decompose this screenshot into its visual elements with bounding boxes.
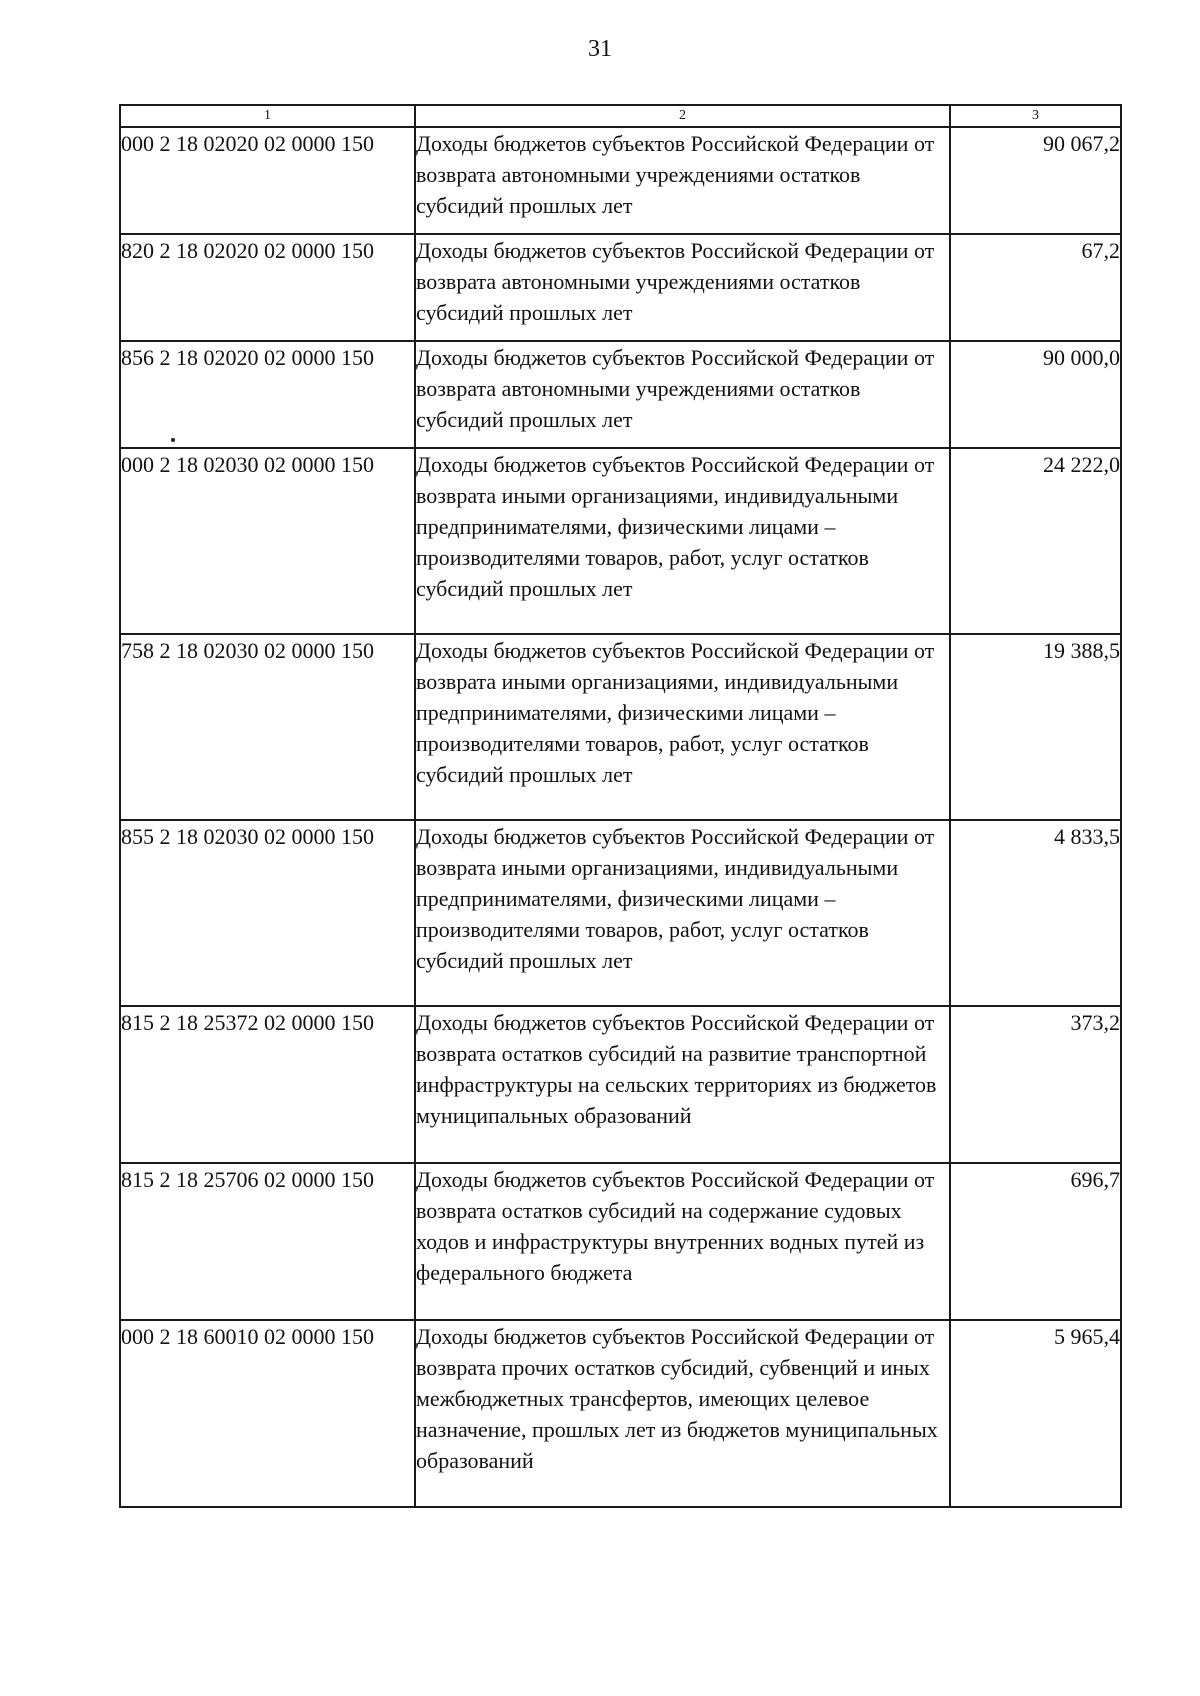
row-code: 758 2 18 02030 02 0000 150 (120, 634, 415, 820)
row-amount: 24 222,0 (950, 448, 1121, 634)
row-amount: 90 000,0 (950, 341, 1121, 448)
row-amount: 373,2 (950, 1006, 1121, 1163)
row-description: Доходы бюджетов субъектов Российской Федерации от возврата иными организациями, индивидуальными предпринимателями, физическими лицами – производителями товаров, работ, услуг остатков субсидий прошлых лет (415, 448, 950, 634)
table-row (120, 634, 1121, 820)
row-code: 855 2 18 02030 02 0000 150 (120, 820, 415, 1006)
row-code: 856 2 18 02020 02 0000 150 (120, 341, 415, 448)
table-header-row (120, 105, 1121, 127)
table-row (120, 234, 1121, 341)
row-description: Доходы бюджетов субъектов Российской Федерации от возврата остатков субсидий на содержание судовых ходов и инфраструктуры внутренних водных путей из федерального бюджета (415, 1163, 950, 1320)
row-description: Доходы бюджетов субъектов Российской Федерации от возврата автономными учреждениями остатков субсидий прошлых лет (415, 234, 950, 341)
table-row (120, 820, 1121, 1006)
table-row (120, 341, 1121, 448)
column-header-3: 3 (950, 105, 1121, 127)
table-row (120, 1163, 1121, 1320)
table-row (120, 448, 1121, 634)
row-description: Доходы бюджетов субъектов Российской Федерации от возврата автономными учреждениями остатков субсидий прошлых лет (415, 341, 950, 448)
row-description: Доходы бюджетов субъектов Российской Федерации от возврата автономными учреждениями остатков субсидий прошлых лет (415, 127, 950, 234)
row-description: Доходы бюджетов субъектов Российской Федерации от возврата иными организациями, индивидуальными предпринимателями, физическими лицами – производителями товаров, работ, услуг остатков субсидий прошлых лет (415, 634, 950, 820)
scan-speck (171, 438, 175, 442)
budget-revenue-table (119, 104, 1122, 1508)
row-code: 000 2 18 02020 02 0000 150 (120, 127, 415, 234)
row-amount: 4 833,5 (950, 820, 1121, 1006)
table-row (120, 1006, 1121, 1163)
row-code: 815 2 18 25706 02 0000 150 (120, 1163, 415, 1320)
row-amount: 67,2 (950, 234, 1121, 341)
row-description: Доходы бюджетов субъектов Российской Федерации от возврата иными организациями, индивидуальными предпринимателями, физическими лицами – производителями товаров, работ, услуг остатков субсидий прошлых лет (415, 820, 950, 1006)
row-description: Доходы бюджетов субъектов Российской Федерации от возврата остатков субсидий на развитие транспортной инфраструктуры на сельских территориях из бюджетов муниципальных образований (415, 1006, 950, 1163)
page-number: 31 (588, 36, 612, 62)
row-amount: 90 067,2 (950, 127, 1121, 234)
table-row (120, 1320, 1121, 1507)
row-code: 000 2 18 60010 02 0000 150 (120, 1320, 415, 1507)
row-code: 815 2 18 25372 02 0000 150 (120, 1006, 415, 1163)
row-amount: 696,7 (950, 1163, 1121, 1320)
row-code: 000 2 18 02030 02 0000 150 (120, 448, 415, 634)
row-amount: 19 388,5 (950, 634, 1121, 820)
row-description: Доходы бюджетов субъектов Российской Федерации от возврата прочих остатков субсидий, субвенций и иных межбюджетных трансфертов, имеющих целевое назначение, прошлых лет из бюджетов муниципальных образований (415, 1320, 950, 1507)
table-row (120, 127, 1121, 234)
column-header-1: 1 (120, 105, 415, 127)
row-code: 820 2 18 02020 02 0000 150 (120, 234, 415, 341)
column-header-2: 2 (415, 105, 950, 127)
row-amount: 5 965,4 (950, 1320, 1121, 1507)
